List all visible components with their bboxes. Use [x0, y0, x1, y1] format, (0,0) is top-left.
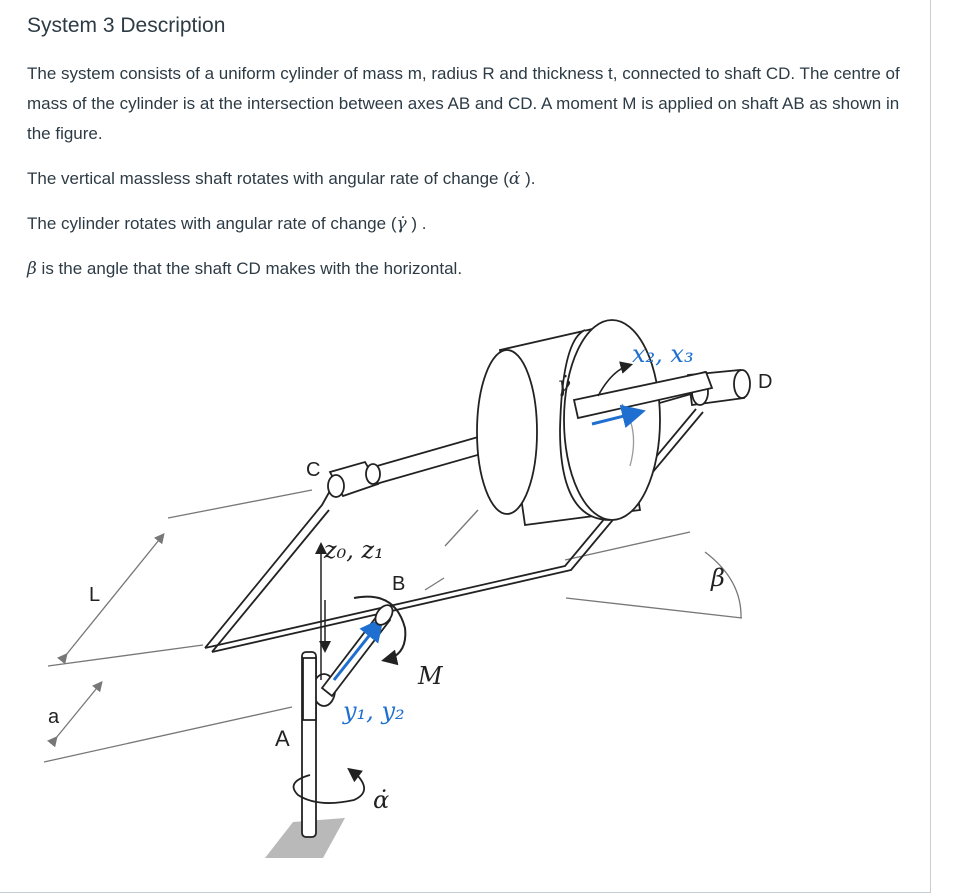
- y-axis-arrow: [334, 622, 380, 680]
- label-d: D: [758, 371, 773, 393]
- beta-paragraph: [27, 254, 907, 284]
- label-beta: β: [711, 564, 725, 592]
- system-diagram: [0, 295, 931, 893]
- label-y12: y₁, y₂: [343, 697, 405, 725]
- label-b: B: [392, 573, 406, 595]
- label-m: M: [418, 662, 443, 690]
- alpha-rate-paragraph: [27, 164, 907, 194]
- system-figure: [0, 295, 931, 893]
- page-title: System 3 Description: [27, 14, 226, 37]
- beta-symbol: β: [27, 259, 37, 279]
- gamma-rate-paragraph: [27, 209, 907, 239]
- gamma-text-before: The cylinder rotates with angular rate of change (: [27, 214, 397, 233]
- alpha-dot-symbol: α̇: [508, 169, 521, 189]
- bearing-c: [328, 462, 380, 497]
- alpha-text-after: ).: [520, 169, 536, 188]
- gamma-text-after: ) .: [406, 214, 427, 233]
- label-z01: z₀, z₁: [324, 536, 384, 564]
- description-paragraph: The system consists of a uniform cylinder of mass m, radius R and thickness t, connected to shaft CD. The centre of mass of the cylinder is at the intersection between axes AB and CD. A moment M is applied on shaft AB as shown in the figure.: [27, 64, 900, 143]
- gamma-dot-symbol: γ̇: [396, 214, 407, 234]
- alpha-text-before: The vertical massless shaft rotates with angular rate of change (: [27, 169, 509, 188]
- label-x23: x₂, x₃: [632, 340, 694, 368]
- label-l: L: [89, 584, 101, 606]
- label-alpha-dot: α̇: [373, 786, 390, 814]
- label-c: C: [306, 459, 321, 481]
- label-a-point: A: [275, 726, 290, 751]
- label-a-dimension: a: [48, 706, 60, 728]
- label-gamma-dot: γ̇: [557, 373, 571, 398]
- beta-text-after: is the angle that the shaft CD makes with the horizontal.: [36, 259, 463, 278]
